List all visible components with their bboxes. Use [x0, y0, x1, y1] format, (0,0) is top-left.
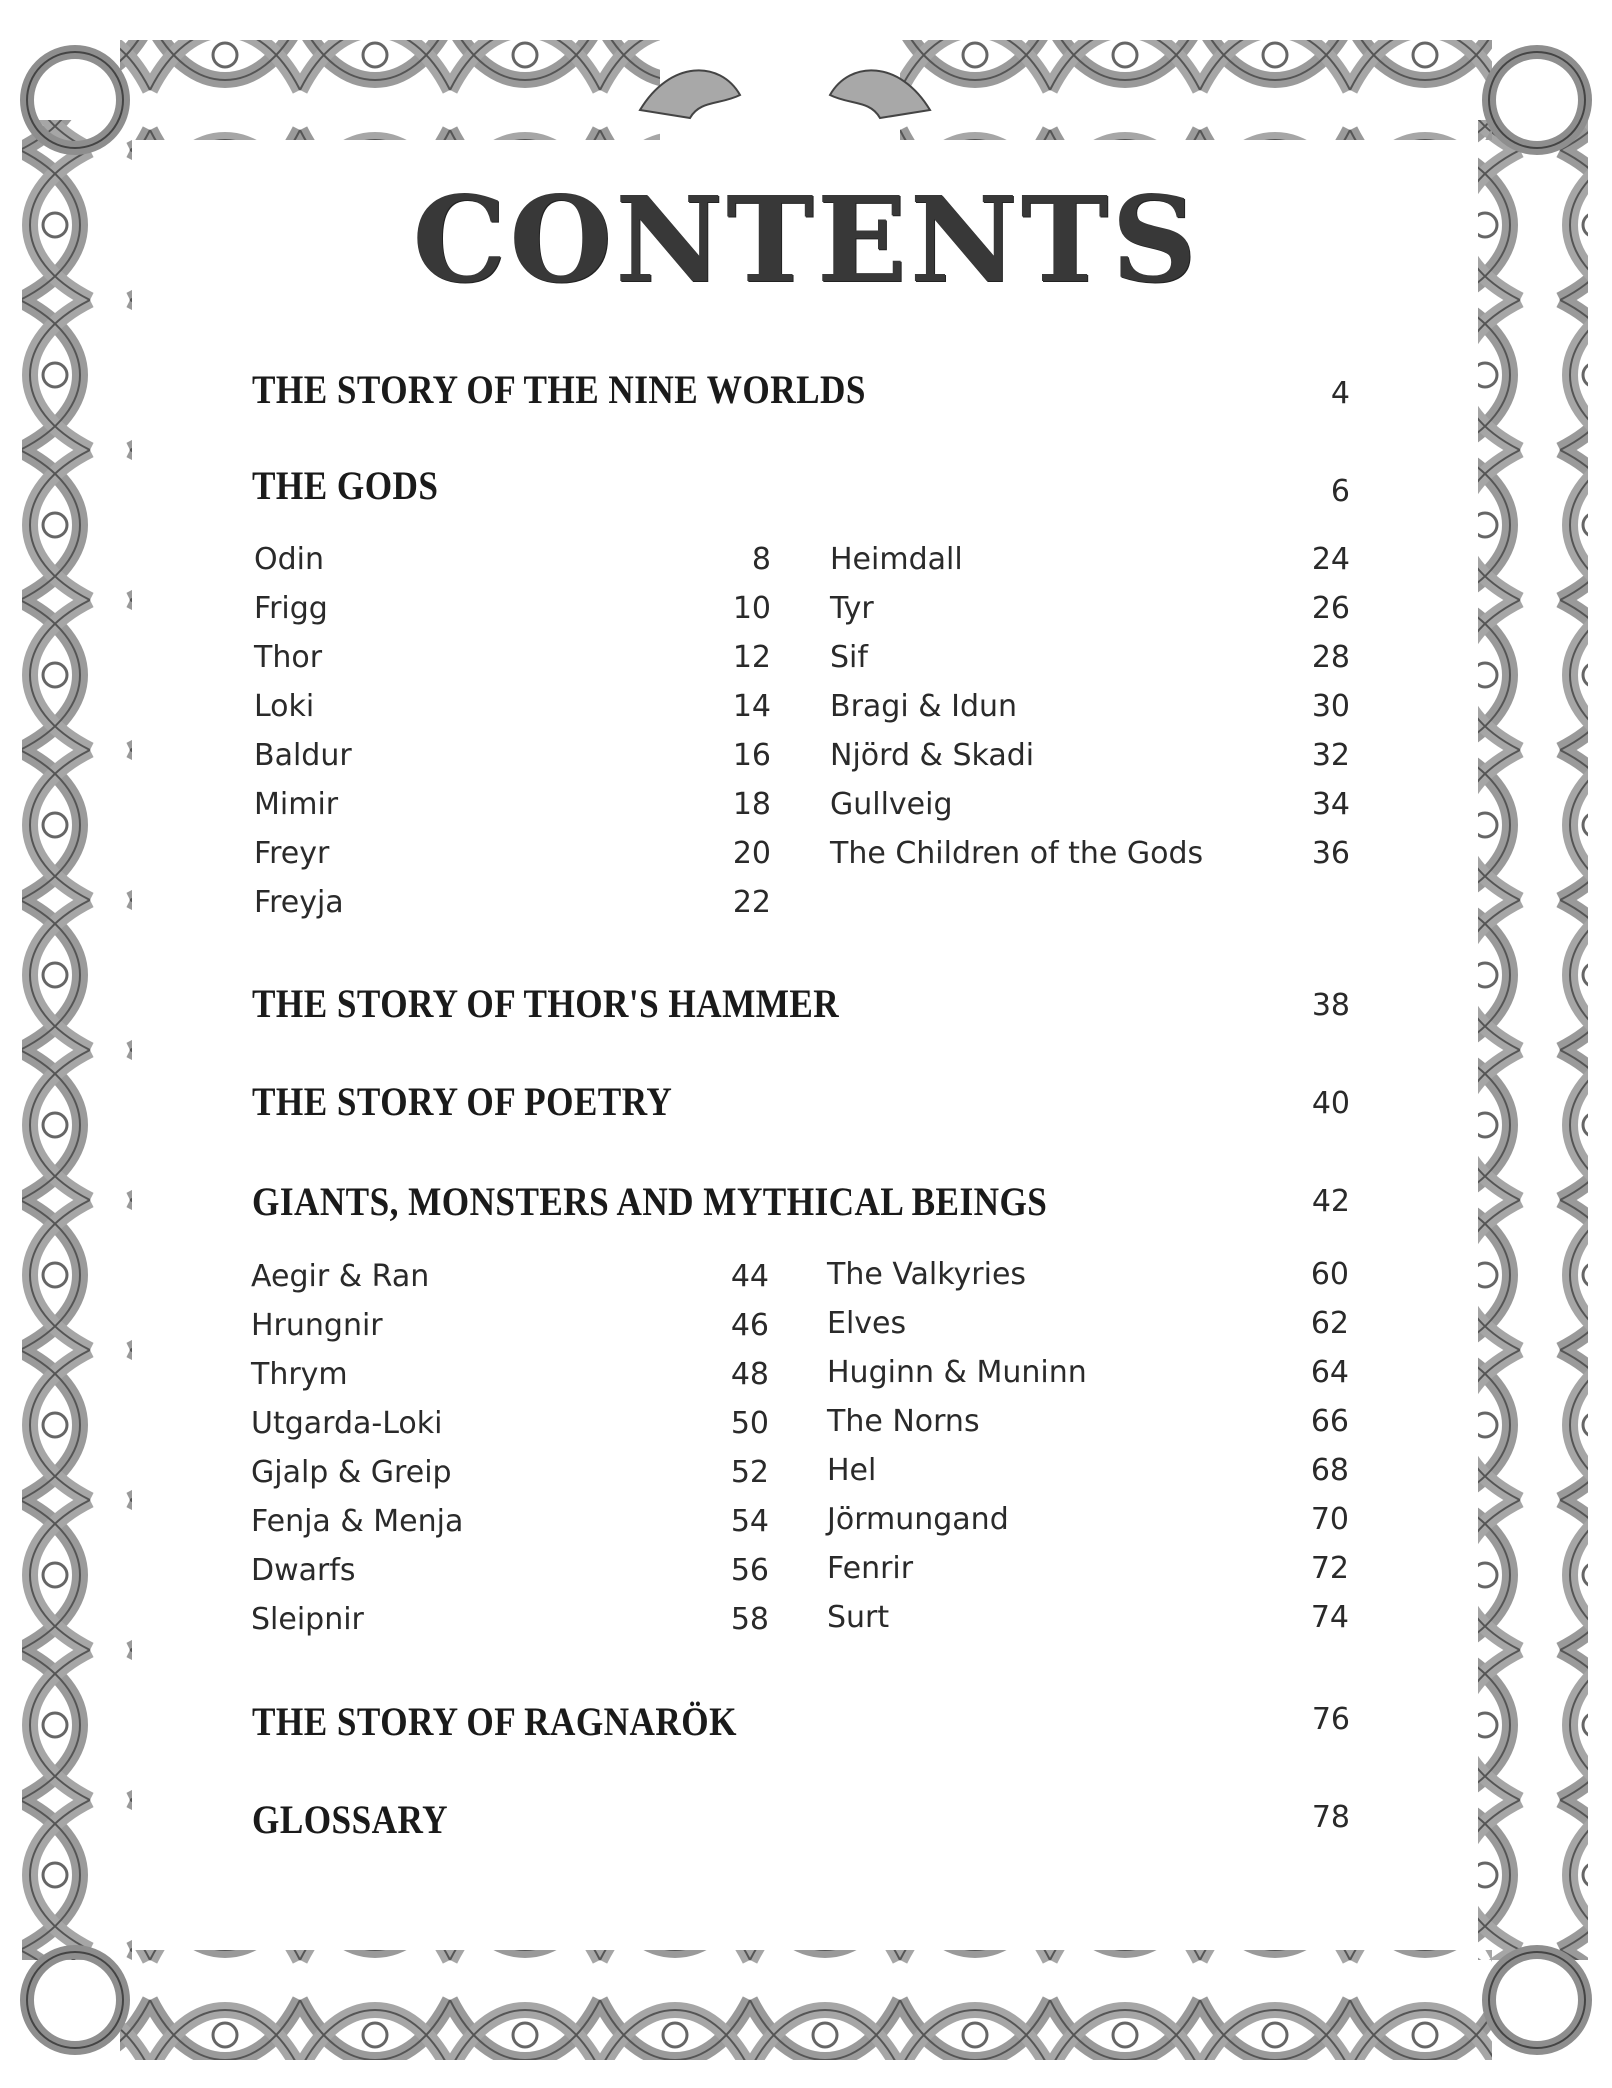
- list-item[interactable]: Mimir 18: [254, 787, 771, 822]
- section-page: 40: [1311, 1086, 1350, 1121]
- list-item[interactable]: Bragi & Idun 30: [830, 689, 1350, 724]
- list-item[interactable]: Aegir & Ran 44: [251, 1259, 769, 1294]
- page-title: CONTENTS: [412, 170, 1200, 309]
- list-item[interactable]: Gjalp & Greip 52: [251, 1455, 769, 1490]
- list-item[interactable]: Thor 12: [254, 640, 771, 675]
- list-item[interactable]: The Children of the Gods 36: [830, 836, 1350, 871]
- list-item[interactable]: The Valkyries 60: [827, 1257, 1349, 1292]
- list-item[interactable]: The Norns 66: [827, 1404, 1349, 1439]
- section-page: 6: [1330, 474, 1350, 509]
- section-title[interactable]: GLOSSARY: [252, 1797, 448, 1842]
- list-item[interactable]: Baldur 16: [254, 738, 771, 773]
- list-item[interactable]: Sif 28: [830, 640, 1350, 675]
- beings-right-column: [827, 1257, 1349, 1649]
- section-title[interactable]: THE STORY OF POETRY: [252, 1079, 673, 1124]
- list-item[interactable]: Fenrir 72: [827, 1551, 1349, 1586]
- list-item[interactable]: Freyja 22: [254, 885, 771, 920]
- beings-left-column: [251, 1259, 769, 1651]
- list-item[interactable]: Heimdall 24: [830, 542, 1350, 577]
- section-page: 38: [1311, 988, 1350, 1023]
- section-page: 76: [1311, 1702, 1350, 1737]
- list-item[interactable]: Njörd & Skadi 32: [830, 738, 1350, 773]
- list-item[interactable]: Tyr 26: [830, 591, 1350, 626]
- list-item[interactable]: Hrungnir 46: [251, 1308, 769, 1343]
- list-item[interactable]: Jörmungand 70: [827, 1502, 1349, 1537]
- list-item[interactable]: Utgarda-Loki 50: [251, 1406, 769, 1441]
- list-item[interactable]: Dwarfs 56: [251, 1553, 769, 1588]
- list-item[interactable]: Gullveig 34: [830, 787, 1350, 822]
- list-item[interactable]: Huginn & Muninn 64: [827, 1355, 1349, 1390]
- list-item[interactable]: Surt 74: [827, 1600, 1349, 1635]
- section-title[interactable]: THE STORY OF RAGNARÖK: [252, 1699, 737, 1744]
- gods-left-column: [254, 542, 771, 934]
- list-item[interactable]: Fenja & Menja 54: [251, 1504, 769, 1539]
- section-page: 4: [1330, 376, 1350, 411]
- section-title[interactable]: GIANTS, MONSTERS AND MYTHICAL BEINGS: [252, 1179, 1048, 1224]
- list-item[interactable]: Hel 68: [827, 1453, 1349, 1488]
- list-item[interactable]: Sleipnir 58: [251, 1602, 769, 1637]
- section-page: 78: [1311, 1800, 1350, 1835]
- gods-right-column: [830, 542, 1350, 885]
- section-page: 42: [1311, 1184, 1350, 1219]
- section-title[interactable]: THE STORY OF THE NINE WORLDS: [252, 367, 866, 412]
- list-item[interactable]: Loki 14: [254, 689, 771, 724]
- list-item[interactable]: Elves 62: [827, 1306, 1349, 1341]
- list-item[interactable]: Odin 8: [254, 542, 771, 577]
- section-title[interactable]: THE GODS: [252, 463, 439, 508]
- list-item[interactable]: Thrym 48: [251, 1357, 769, 1392]
- list-item[interactable]: Frigg 10: [254, 591, 771, 626]
- section-title[interactable]: THE STORY OF THOR'S HAMMER: [252, 981, 840, 1026]
- list-item[interactable]: Freyr 20: [254, 836, 771, 871]
